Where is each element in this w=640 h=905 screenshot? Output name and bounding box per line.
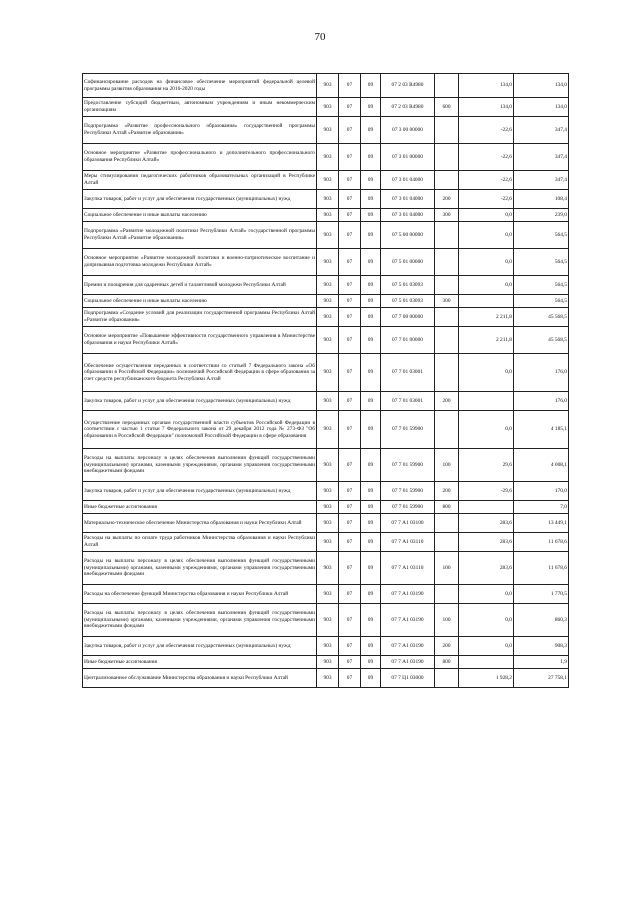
page-number: 70 — [314, 31, 326, 43]
row-amount-total: 11 678,6 — [514, 552, 569, 585]
row-csr: 07 5 01 03093 — [381, 295, 435, 308]
row-vr — [435, 222, 459, 249]
row-name: Предоставление субсидий бюджетным, автономным учреждениям и иным некоммерческим организациям — [83, 98, 317, 117]
table-row — [83, 249, 569, 276]
row-name: Социальное обеспечение и иные выплаты населению — [83, 209, 317, 222]
row-vr — [435, 514, 459, 533]
row-amount-change: 0,0 — [459, 411, 514, 449]
row-amount-change: -22,6 — [459, 144, 514, 171]
table-row — [83, 604, 569, 637]
table-row — [83, 392, 569, 411]
row-amount-change: 134,0 — [459, 98, 514, 117]
row-rz: 07 — [339, 74, 361, 98]
row-vr: 300 — [435, 209, 459, 222]
row-amount-change: 0,0 — [459, 585, 514, 604]
row-ved: 903 — [317, 482, 339, 501]
row-pr: 09 — [361, 533, 381, 552]
table-row — [83, 98, 569, 117]
row-ved: 903 — [317, 222, 339, 249]
row-rz: 07 — [339, 190, 361, 209]
row-rz: 07 — [339, 171, 361, 190]
row-amount-total: 564,5 — [514, 295, 569, 308]
row-amount-total: 4 008,1 — [514, 449, 569, 482]
row-csr: 07 7 А1 03190 — [381, 585, 435, 604]
row-pr: 09 — [361, 501, 381, 514]
row-amount-change: 0,0 — [459, 604, 514, 637]
row-csr: 07 2 03 R4980 — [381, 74, 435, 98]
row-amount-change — [459, 295, 514, 308]
row-name: Подпрограмма «Создание условий для реализации государственной программы Республики Алтай «Развитие образования» — [83, 308, 317, 327]
row-vr — [435, 585, 459, 604]
row-rz: 07 — [339, 669, 361, 688]
row-vr — [435, 327, 459, 354]
row-vr: 100 — [435, 449, 459, 482]
row-rz: 07 — [339, 327, 361, 354]
table-row — [83, 354, 569, 392]
row-ved: 903 — [317, 144, 339, 171]
row-pr: 09 — [361, 552, 381, 585]
row-ved: 903 — [317, 411, 339, 449]
row-pr: 09 — [361, 190, 381, 209]
table-row — [83, 552, 569, 585]
table-row — [83, 501, 569, 514]
row-amount-total: 11 678,6 — [514, 533, 569, 552]
row-ved: 903 — [317, 501, 339, 514]
budget-table — [82, 73, 569, 688]
row-pr: 09 — [361, 295, 381, 308]
row-rz: 07 — [339, 482, 361, 501]
row-pr: 09 — [361, 98, 381, 117]
row-name: Премии и поощрения для одаренных детей и талантливой молодежи Республики Алтай — [83, 276, 317, 295]
table-row — [83, 190, 569, 209]
row-amount-total: 1 770,5 — [514, 585, 569, 604]
row-vr: 200 — [435, 482, 459, 501]
row-name: Обеспечение осуществления переданных в соответствии со статьей 7 Федерального закона «Об образовании в Российской Федерации» полномочий Российской Федерации в сфере образования за счет средств республиканского бюджета Республики Алтай — [83, 354, 317, 392]
row-name: Расходы на выплаты персоналу в целях обеспечения выполнения функций государственными (муниципальными) органами, казенными учреждениями, органами управления государственными внебюджетными фондами — [83, 552, 317, 585]
row-rz: 07 — [339, 411, 361, 449]
row-ved: 903 — [317, 354, 339, 392]
row-amount-total: 564,5 — [514, 276, 569, 295]
row-amount-change: -29,6 — [459, 482, 514, 501]
table-row — [83, 144, 569, 171]
row-name: Расходы на выплаты по оплате труда работников Министерства образования и науки Республики Алтай — [83, 533, 317, 552]
row-pr: 09 — [361, 144, 381, 171]
row-amount-total: 108,4 — [514, 190, 569, 209]
row-rz: 07 — [339, 392, 361, 411]
table-row — [83, 209, 569, 222]
row-amount-change: 0,0 — [459, 637, 514, 656]
row-amount-change: -22,6 — [459, 117, 514, 144]
row-amount-total: 4 185,1 — [514, 411, 569, 449]
row-csr: 07 7 А1 03110 — [381, 552, 435, 585]
row-name: Социальное обеспечение и иные выплаты населению — [83, 295, 317, 308]
row-amount-total: 1,9 — [514, 656, 569, 669]
row-vr — [435, 308, 459, 327]
row-rz: 07 — [339, 249, 361, 276]
row-name: Расходы на выплаты персоналу в целях обеспечения выполнения функций государственными (муниципальными) органами, казенными учреждениями, органами управления государственными внебюджетными фондами — [83, 604, 317, 637]
row-amount-change: 134,0 — [459, 74, 514, 98]
row-rz: 07 — [339, 209, 361, 222]
row-csr: 07 7 01 59900 — [381, 411, 435, 449]
row-amount-change: 283,6 — [459, 514, 514, 533]
row-amount-total: 347,4 — [514, 171, 569, 190]
row-pr: 09 — [361, 249, 381, 276]
row-csr: 07 3 01 04000 — [381, 190, 435, 209]
row-csr: 07 7 А1 03190 — [381, 656, 435, 669]
row-csr: 07 7 А1 03110 — [381, 533, 435, 552]
row-ved: 903 — [317, 637, 339, 656]
row-vr — [435, 533, 459, 552]
row-amount-change: 2 211,8 — [459, 308, 514, 327]
row-ved: 903 — [317, 209, 339, 222]
row-csr: 07 3 01 00000 — [381, 144, 435, 171]
row-vr — [435, 144, 459, 171]
row-rz: 07 — [339, 552, 361, 585]
row-pr: 09 — [361, 171, 381, 190]
row-csr: 07 7 01 59900 — [381, 482, 435, 501]
row-csr: 07 7 01 00000 — [381, 327, 435, 354]
row-ved: 903 — [317, 308, 339, 327]
row-pr: 09 — [361, 327, 381, 354]
row-vr — [435, 669, 459, 688]
row-ved: 903 — [317, 74, 339, 98]
row-ved: 903 — [317, 249, 339, 276]
row-vr: 200 — [435, 190, 459, 209]
row-csr: 07 3 01 04000 — [381, 209, 435, 222]
row-amount-change: 2 211,8 — [459, 327, 514, 354]
row-pr: 09 — [361, 354, 381, 392]
row-amount-change: 0,0 — [459, 249, 514, 276]
row-ved: 903 — [317, 295, 339, 308]
table-row — [83, 222, 569, 249]
row-rz: 07 — [339, 501, 361, 514]
row-amount-change: 283,6 — [459, 552, 514, 585]
row-amount-total: 45 568,5 — [514, 308, 569, 327]
row-amount-total: 564,5 — [514, 222, 569, 249]
row-vr — [435, 249, 459, 276]
table-row — [83, 449, 569, 482]
table-row — [83, 327, 569, 354]
row-csr: 07 7 00 00000 — [381, 308, 435, 327]
row-pr: 09 — [361, 392, 381, 411]
row-rz: 07 — [339, 533, 361, 552]
row-amount-total: 347,4 — [514, 117, 569, 144]
row-vr — [435, 74, 459, 98]
table-row — [83, 656, 569, 669]
row-vr: 800 — [435, 656, 459, 669]
row-amount-total: 134,0 — [514, 74, 569, 98]
row-amount-total: 176,0 — [514, 354, 569, 392]
row-name: Иные бюджетные ассигнования — [83, 501, 317, 514]
row-amount-total: 564,5 — [514, 249, 569, 276]
row-name: Расходы на выплаты персоналу в целях обеспечения выполнения функций государственными (муниципальными) органами, казенными учреждениями, органами управления государственными внебюджетными фондами — [83, 449, 317, 482]
row-vr: 200 — [435, 392, 459, 411]
row-pr: 09 — [361, 117, 381, 144]
row-ved: 903 — [317, 656, 339, 669]
row-pr: 09 — [361, 669, 381, 688]
row-amount-total: 27 758,1 — [514, 669, 569, 688]
row-rz: 07 — [339, 295, 361, 308]
row-csr: 07 5 01 00000 — [381, 249, 435, 276]
row-ved: 903 — [317, 604, 339, 637]
row-amount-change: 0,0 — [459, 276, 514, 295]
row-ved: 903 — [317, 171, 339, 190]
row-name: Расходы на обеспечение функций Министерства образования и науки Республики Алтай — [83, 585, 317, 604]
row-name: Основное мероприятие «Повышение эффективности государственного управления в Министерстве образования и науки Республики Алтай» — [83, 327, 317, 354]
row-amount-change — [459, 392, 514, 411]
row-rz: 07 — [339, 98, 361, 117]
row-name: Иные бюджетные ассигнования — [83, 656, 317, 669]
table-row — [83, 411, 569, 449]
row-ved: 903 — [317, 552, 339, 585]
row-amount-change: 283,6 — [459, 533, 514, 552]
row-vr: 200 — [435, 637, 459, 656]
row-csr: 07 5 00 00000 — [381, 222, 435, 249]
row-rz: 07 — [339, 637, 361, 656]
row-amount-change: 0,0 — [459, 209, 514, 222]
table-row — [83, 514, 569, 533]
row-pr: 09 — [361, 74, 381, 98]
row-amount-total: 7,0 — [514, 501, 569, 514]
row-vr: 100 — [435, 552, 459, 585]
row-name: Софинансирование расходов на финансовое обеспечение мероприятий федеральной целевой программы развития образования на 2016-2020 годы — [83, 74, 317, 98]
table-row — [83, 669, 569, 688]
row-ved: 903 — [317, 449, 339, 482]
row-amount-change: 29,6 — [459, 449, 514, 482]
table-row — [83, 533, 569, 552]
table-row — [83, 74, 569, 98]
row-amount-total: 13 449,1 — [514, 514, 569, 533]
row-csr: 07 3 01 04000 — [381, 171, 435, 190]
row-ved: 903 — [317, 514, 339, 533]
row-name: Подпрограмма «Развитие молодежной политики Республики Алтай» государственной программы Республики Алтай «Развитие образования» — [83, 222, 317, 249]
row-ved: 903 — [317, 585, 339, 604]
row-amount-total: 908,3 — [514, 637, 569, 656]
row-amount-total: 347,4 — [514, 144, 569, 171]
row-pr: 09 — [361, 585, 381, 604]
row-amount-change: 0,0 — [459, 354, 514, 392]
row-ved: 903 — [317, 392, 339, 411]
row-vr — [435, 354, 459, 392]
row-ved: 903 — [317, 327, 339, 354]
row-name: Основное мероприятие «Развитие профессионального и дополнительного профессионального образования Республики Алтай» — [83, 144, 317, 171]
row-name: Подпрограмма «Развитие профессионального образования» государственной программы Республики Алтай «Развитие образования» — [83, 117, 317, 144]
row-name: Закупка товаров, работ и услуг для обеспечения государственных (муниципальных) нужд — [83, 482, 317, 501]
row-amount-total: 134,0 — [514, 98, 569, 117]
row-ved: 903 — [317, 98, 339, 117]
row-amount-change: 0,0 — [459, 222, 514, 249]
row-csr: 07 7 А1 03190 — [381, 637, 435, 656]
row-amount-change: 1 928,2 — [459, 669, 514, 688]
row-ved: 903 — [317, 669, 339, 688]
row-csr: 07 7 01 59900 — [381, 449, 435, 482]
row-amount-change — [459, 656, 514, 669]
row-pr: 09 — [361, 276, 381, 295]
row-rz: 07 — [339, 222, 361, 249]
row-amount-total: 45 568,5 — [514, 327, 569, 354]
row-rz: 07 — [339, 144, 361, 171]
row-name: Меры стимулирования педагогических работников образовательных организаций в Республике Алтай — [83, 171, 317, 190]
row-amount-change: -22,6 — [459, 190, 514, 209]
row-csr: 07 3 00 00000 — [381, 117, 435, 144]
table-row — [83, 171, 569, 190]
row-rz: 07 — [339, 276, 361, 295]
row-pr: 09 — [361, 308, 381, 327]
row-rz: 07 — [339, 514, 361, 533]
row-pr: 09 — [361, 209, 381, 222]
row-name: Закупка товаров, работ и услуг для обеспечения государственных (муниципальных) нужд — [83, 392, 317, 411]
row-vr — [435, 411, 459, 449]
row-ved: 903 — [317, 533, 339, 552]
row-amount-change: -22,6 — [459, 171, 514, 190]
row-pr: 09 — [361, 411, 381, 449]
row-vr: 600 — [435, 98, 459, 117]
row-name: Осуществление переданных органам государственной власти субъектов Российской Федерации в соответствии с частью 1 статьи 7 Федерального закона от 29 декабря 2012 года № 273-ФЗ "Об образовании в Российской Федерации" полномочий Российской Федерации в сфере образования — [83, 411, 317, 449]
row-csr: 07 5 01 03093 — [381, 276, 435, 295]
row-rz: 07 — [339, 585, 361, 604]
table-row — [83, 276, 569, 295]
row-amount-total: 170,0 — [514, 482, 569, 501]
row-vr: 800 — [435, 501, 459, 514]
row-name: Материально-техническое обеспечение Министерства образования и науки Республики Алтай — [83, 514, 317, 533]
row-vr — [435, 171, 459, 190]
row-rz: 07 — [339, 656, 361, 669]
row-ved: 903 — [317, 276, 339, 295]
row-csr: 07 7 01 59900 — [381, 501, 435, 514]
row-rz: 07 — [339, 354, 361, 392]
row-pr: 09 — [361, 656, 381, 669]
table-row — [83, 295, 569, 308]
table-row — [83, 117, 569, 144]
row-pr: 09 — [361, 222, 381, 249]
row-pr: 09 — [361, 514, 381, 533]
row-vr: 300 — [435, 295, 459, 308]
budget-table-body — [83, 74, 569, 688]
row-rz: 07 — [339, 604, 361, 637]
row-rz: 07 — [339, 308, 361, 327]
table-row — [83, 585, 569, 604]
row-pr: 09 — [361, 637, 381, 656]
row-pr: 09 — [361, 604, 381, 637]
row-amount-change — [459, 501, 514, 514]
row-rz: 07 — [339, 117, 361, 144]
row-pr: 09 — [361, 449, 381, 482]
row-csr: 07 2 03 R4980 — [381, 98, 435, 117]
row-pr: 09 — [361, 482, 381, 501]
row-name: Централизованное обслуживание Министерства образования и науки Республики Алтай — [83, 669, 317, 688]
row-ved: 903 — [317, 117, 339, 144]
row-amount-total: 860,3 — [514, 604, 569, 637]
row-rz: 07 — [339, 449, 361, 482]
row-csr: 07 7 А1 03100 — [381, 514, 435, 533]
row-vr — [435, 117, 459, 144]
row-amount-total: 239,0 — [514, 209, 569, 222]
row-vr — [435, 276, 459, 295]
table-row — [83, 482, 569, 501]
table-row — [83, 637, 569, 656]
row-csr: 07 7 01 03001 — [381, 354, 435, 392]
row-name: Закупка товаров, работ и услуг для обеспечения государственных (муниципальных) нужд — [83, 190, 317, 209]
row-csr: 07 7 01 03001 — [381, 392, 435, 411]
row-amount-total: 176,0 — [514, 392, 569, 411]
row-csr: 07 7 Ц1 03000 — [381, 669, 435, 688]
row-ved: 903 — [317, 190, 339, 209]
table-row — [83, 308, 569, 327]
row-csr: 07 7 А1 03190 — [381, 604, 435, 637]
row-name: Основное мероприятие «Развитие молодежной политики и военно-патриотическое воспитание и допризывная подготовка молодежи Республики Алтай» — [83, 249, 317, 276]
row-name: Закупка товаров, работ и услуг для обеспечения государственных (муниципальных) нужд — [83, 637, 317, 656]
row-vr: 100 — [435, 604, 459, 637]
